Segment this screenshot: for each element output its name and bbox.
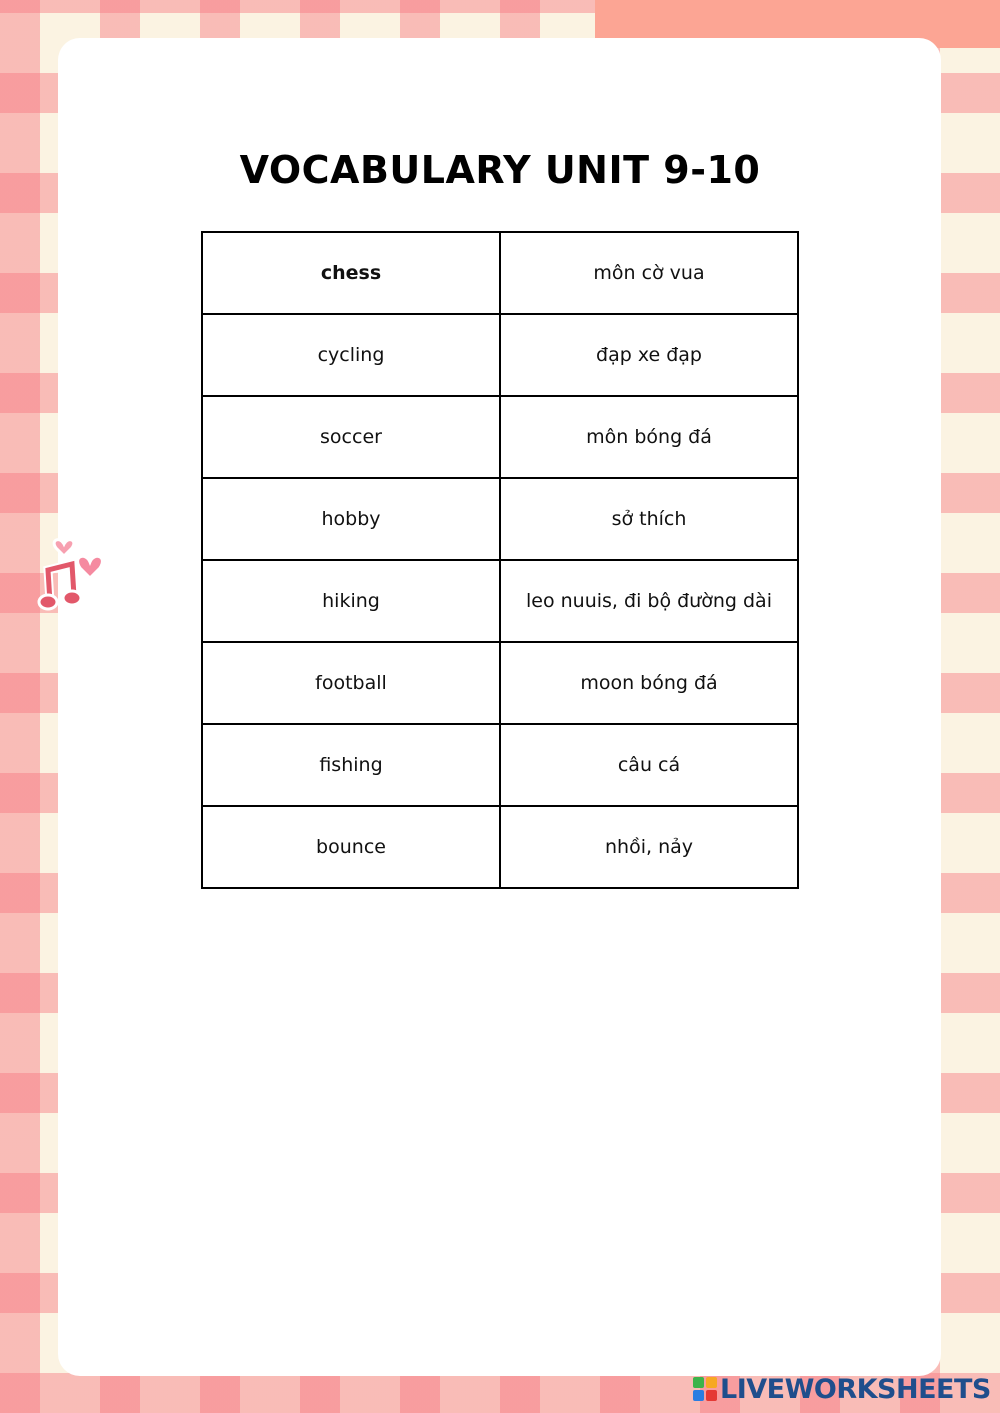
table-row [202, 806, 798, 888]
table-row [202, 724, 798, 806]
vocab-word: hiking [202, 560, 500, 642]
vocab-meaning: câu cá [500, 724, 798, 806]
vocab-meaning: môn bóng đá [500, 396, 798, 478]
vocab-meaning: môn cờ vua [500, 232, 798, 314]
vocabulary-table [201, 231, 799, 889]
vocab-word: fishing [202, 724, 500, 806]
vocab-meaning: leo nuuis, đi bộ đường dài [500, 560, 798, 642]
table-row [202, 314, 798, 396]
vocab-meaning: đạp xe đạp [500, 314, 798, 396]
vocab-meaning: moon bóng đá [500, 642, 798, 724]
vocab-word: hobby [202, 478, 500, 560]
table-row [202, 642, 798, 724]
table-row [202, 232, 798, 314]
table-row [202, 560, 798, 642]
table-row [202, 396, 798, 478]
vocab-word: soccer [202, 396, 500, 478]
music-note-hearts-icon [36, 532, 108, 616]
liveworksheets-logo[interactable] [693, 1372, 991, 1406]
vocab-word: football [202, 642, 500, 724]
vocab-meaning: sở thích [500, 478, 798, 560]
table-row [202, 478, 798, 560]
vocab-word: chess [202, 232, 500, 314]
vocab-word: cycling [202, 314, 500, 396]
page-title: VOCABULARY UNIT 9-10 [239, 148, 761, 192]
vocab-word: bounce [202, 806, 500, 888]
liveworksheets-logo-icon [693, 1377, 717, 1401]
vocab-meaning: nhồi, nảy [500, 806, 798, 888]
logo-text: LIVEWORKSHEETS [720, 1373, 991, 1405]
